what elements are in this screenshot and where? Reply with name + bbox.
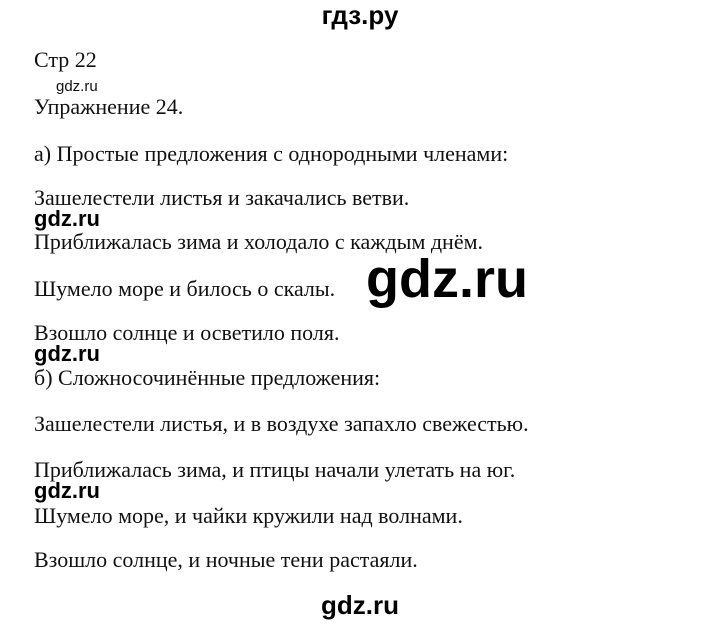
section-a-sentence-4: Взошло солнце и осветило поля. <box>34 320 340 345</box>
footer-watermark: gdz.ru <box>321 590 399 620</box>
watermark-small-2: gdz.ru <box>34 341 100 366</box>
section-b-sentence-2: Приближалась зима, и птицы начали улетать на юг. <box>34 457 516 482</box>
watermark-small-3: gdz.ru <box>34 478 100 503</box>
site-title-watermark: гдз.ру <box>321 0 399 30</box>
watermark-small-1: gdz.ru <box>34 206 100 231</box>
section-b-sentence-3: Шумело море, и чайки кружили над волнами. <box>34 503 463 528</box>
section-b-sentence-4: Взошло солнце, и ночные тени растаяли. <box>34 547 418 572</box>
section-a-heading: а) Простые предложения с однородными членами: <box>34 141 509 166</box>
section-a-sentence-3: Шумело море и билось о скалы. <box>34 276 336 301</box>
section-a-sentence-2: Приближалась зима и холодало с каждым днём. <box>34 229 484 254</box>
watermark-tiny: gdz.ru <box>56 78 98 95</box>
section-b-sentence-1: Зашелестели листья, и в воздухе запахло свежестью. <box>34 411 529 436</box>
page-reference: Стр 22 <box>34 47 97 72</box>
section-b-heading: б) Сложносочинённые предложения: <box>34 365 381 390</box>
exercise-title: Упражнение 24. <box>34 94 184 119</box>
section-a-sentence-1: Зашелестели листья и закачались ветви. <box>34 185 410 210</box>
watermark-big: gdz.ru <box>366 249 528 309</box>
